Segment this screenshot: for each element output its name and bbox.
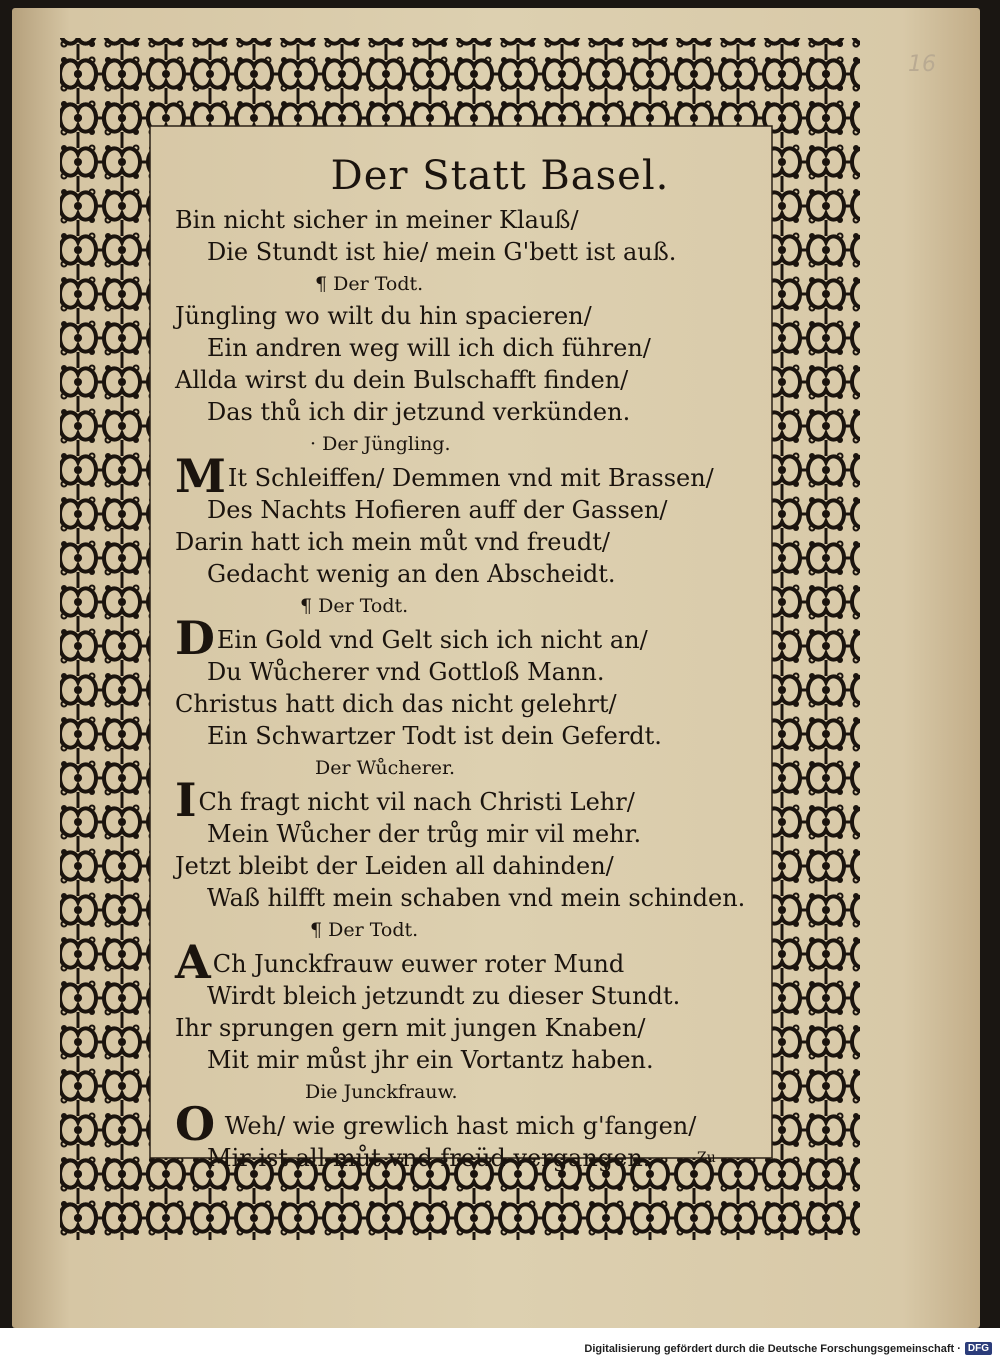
line-text: Du Wůcherer vnd Gottloß Mann. xyxy=(207,658,605,686)
speaker-heading xyxy=(175,268,765,300)
verse-line xyxy=(175,720,765,752)
verse-line xyxy=(175,611,765,665)
line-text: Wirdt bleich jetzundt zu dieser Stundt. xyxy=(207,982,681,1010)
line-text: Der Wůcherer. xyxy=(315,757,456,779)
verse-line xyxy=(175,204,765,236)
verse-line xyxy=(175,850,765,882)
verse-line xyxy=(175,494,765,526)
line-text: Gedacht wenig an den Abscheidt. xyxy=(207,560,616,588)
line-text: ¶ Der Todt. xyxy=(300,595,409,617)
verse-line xyxy=(175,980,765,1012)
catchword: Zu xyxy=(697,1150,716,1166)
page-title: Der Statt Basel. xyxy=(330,153,670,199)
speaker-heading xyxy=(175,752,765,784)
line-text: ¶ Der Todt. xyxy=(310,919,419,941)
verse-line xyxy=(175,236,765,268)
verse-line xyxy=(175,526,765,558)
verse-line xyxy=(175,364,765,396)
verse-line xyxy=(175,935,765,989)
line-text: Die Junckfrauw. xyxy=(305,1081,458,1103)
line-text: Ch fragt nicht vil nach Christi Lehr/ xyxy=(198,788,635,816)
dfg-logo: DFG xyxy=(965,1342,992,1355)
line-text: Jüngling wo wilt du hin spacieren/ xyxy=(175,302,592,330)
line-text: Waß hilfft mein schaben vnd mein schinden. xyxy=(207,884,746,912)
line-text: Ihr sprungen gern mit jungen Knaben/ xyxy=(175,1014,646,1042)
verse-line xyxy=(175,1097,765,1151)
verse-line xyxy=(175,818,765,850)
verse-line xyxy=(175,396,765,428)
line-text: Des Nachts Hofieren auff der Gassen/ xyxy=(207,496,668,524)
line-text: Weh/ wie grewlich hast mich g'fangen/ xyxy=(217,1112,697,1140)
initial-capital: D xyxy=(175,611,215,665)
verse-line xyxy=(175,1142,765,1174)
speaker-heading xyxy=(175,914,765,946)
initial-capital: O xyxy=(175,1097,216,1151)
line-text: Ein Schwartzer Todt ist dein Geferdt. xyxy=(207,722,662,750)
line-text: Darin hatt ich mein můt vnd freudt/ xyxy=(175,528,610,556)
credit-text: Digitalisierung gefördert durch die Deutsche Forschungsgemeinschaft · xyxy=(584,1342,961,1355)
line-text: · Der Jüngling. xyxy=(310,433,451,455)
initial-capital: A xyxy=(175,935,211,989)
line-text: Christus hatt dich das nicht gelehrt/ xyxy=(175,690,617,718)
line-text: Mir ist all můt vnd freüd vergangen. xyxy=(207,1144,651,1172)
line-text: ¶ Der Todt. xyxy=(315,273,424,295)
line-text: Bin nicht sicher in meiner Klauß/ xyxy=(175,206,579,234)
line-text: Mit mir můst jhr ein Vortantz haben. xyxy=(207,1046,654,1074)
line-text: Allda wirst du dein Bulschafft finden/ xyxy=(175,366,629,394)
verse-line xyxy=(175,558,765,590)
verse-line xyxy=(175,773,765,827)
initial-capital: I xyxy=(175,773,197,827)
text-block xyxy=(175,150,765,1174)
verse-line xyxy=(175,688,765,720)
verse-line xyxy=(175,449,765,503)
verse-line xyxy=(175,656,765,688)
speaker-heading xyxy=(175,590,765,622)
speaker-heading xyxy=(175,1076,765,1108)
line-text: Die Stundt ist hie/ mein G'bett ist auß. xyxy=(207,238,677,266)
verse-lines xyxy=(175,204,765,1174)
line-text: Mein Wůcher der trůg mir vil mehr. xyxy=(207,820,642,848)
line-text: Ein andren weg will ich dich führen/ xyxy=(207,334,651,362)
dfg-credit xyxy=(584,1342,992,1355)
initial-capital: M xyxy=(175,449,226,503)
verse-line xyxy=(175,332,765,364)
line-text: It Schleiffen/ Demmen vnd mit Brassen/ xyxy=(227,464,714,492)
verse-line xyxy=(175,882,765,914)
line-text: Ein Gold vnd Gelt sich ich nicht an/ xyxy=(216,626,648,654)
verse-line xyxy=(175,1044,765,1076)
verse-line xyxy=(175,1012,765,1044)
folio-number: 16 xyxy=(908,52,936,77)
speaker-heading xyxy=(175,428,765,460)
line-text: Das thů ich dir jetzund verkünden. xyxy=(207,398,631,426)
line-text: Jetzt bleibt der Leiden all dahinden/ xyxy=(175,852,614,880)
line-text: Ch Junckfrauw euwer roter Mund xyxy=(212,950,625,978)
verse-line xyxy=(175,300,765,332)
